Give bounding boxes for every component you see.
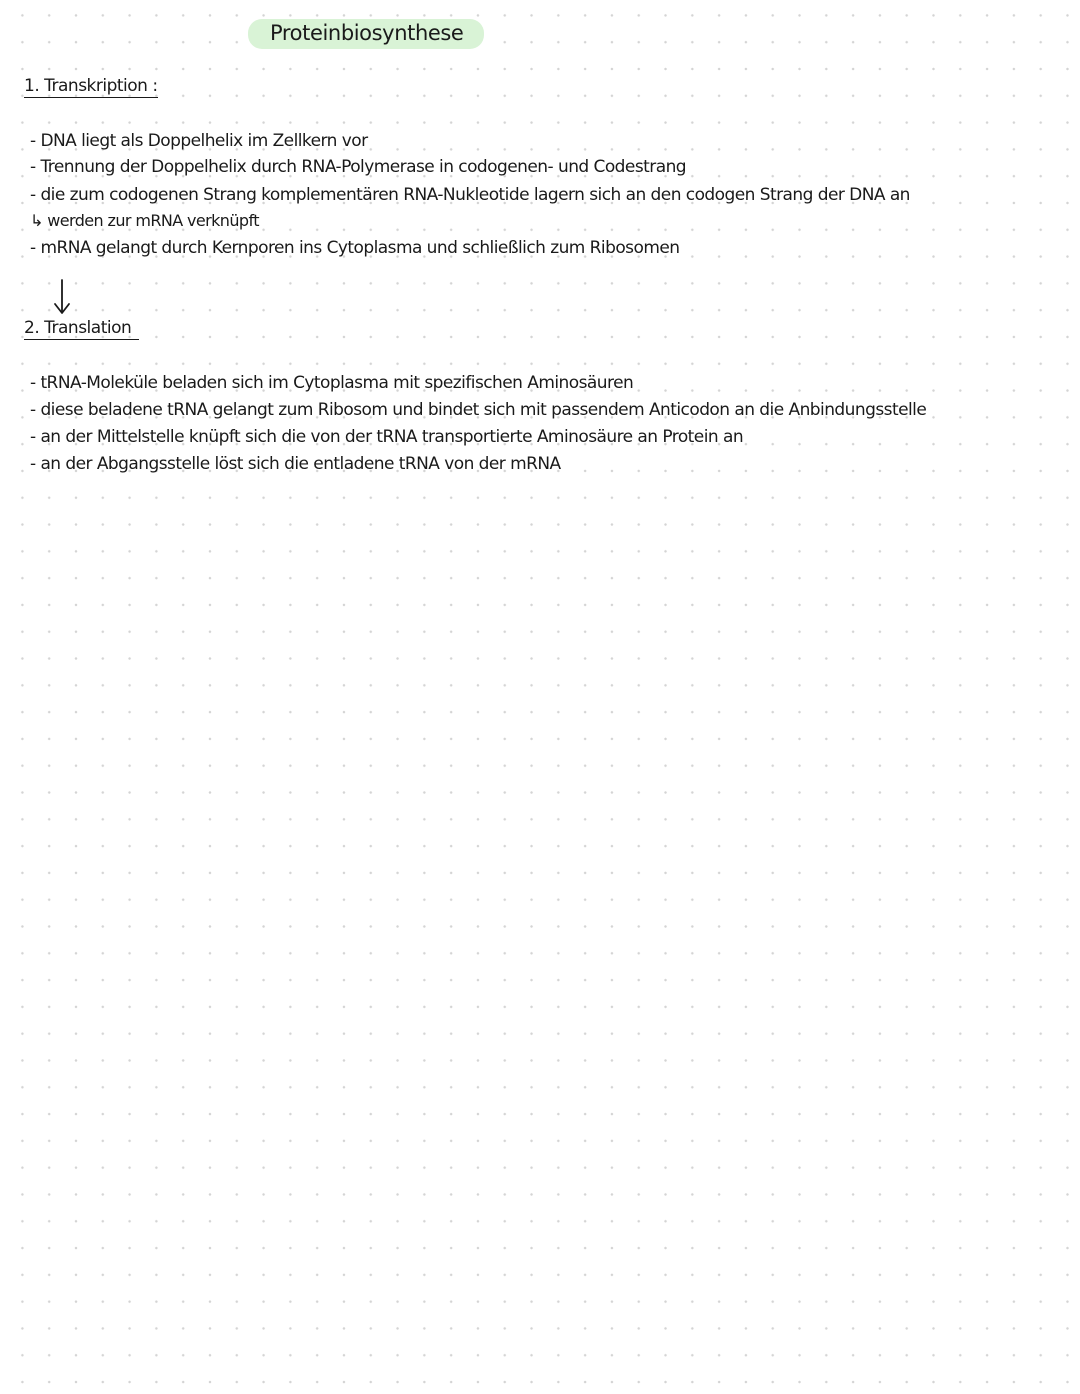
list-item: - diese beladene tRNA gelangt zum Ribosom und bindet sich mit passendem Anticodon an die Anbindungsstelle	[30, 400, 927, 420]
list-item: - tRNA-Moleküle beladen sich im Cytoplasma mit spezifischen Aminosäuren	[30, 373, 634, 393]
page-title: Proteinbiosynthese	[270, 21, 464, 45]
section-heading-translation	[24, 318, 139, 340]
list-item: - DNA liegt als Doppelhelix im Zellkern vor	[30, 131, 368, 151]
list-item: - mRNA gelangt durch Kernporen ins Cytoplasma und schließlich zum Ribosomen	[30, 238, 680, 258]
section-heading-transkription	[24, 76, 158, 98]
page-title-block	[248, 17, 484, 51]
section-heading-text: 2. Translation	[24, 318, 139, 340]
list-item: - an der Abgangsstelle löst sich die entladene tRNA von der mRNA	[30, 454, 561, 474]
list-item: - die zum codogenen Strang komplementären RNA-Nukleotide lagern sich an den codogen Strang der DNA an	[30, 185, 910, 205]
section-heading-text: 1. Transkription :	[24, 76, 158, 96]
list-item: - an der Mittelstelle knüpft sich die von der tRNA transportierte Aminosäure an Protein an	[30, 427, 744, 447]
list-item-subpoint: ↳ werden zur mRNA verknüpft	[30, 211, 259, 230]
list-item: - Trennung der Doppelhelix durch RNA-Polymerase in codogenen- und Codestrang	[30, 157, 687, 177]
arrow-down-icon	[50, 277, 74, 317]
